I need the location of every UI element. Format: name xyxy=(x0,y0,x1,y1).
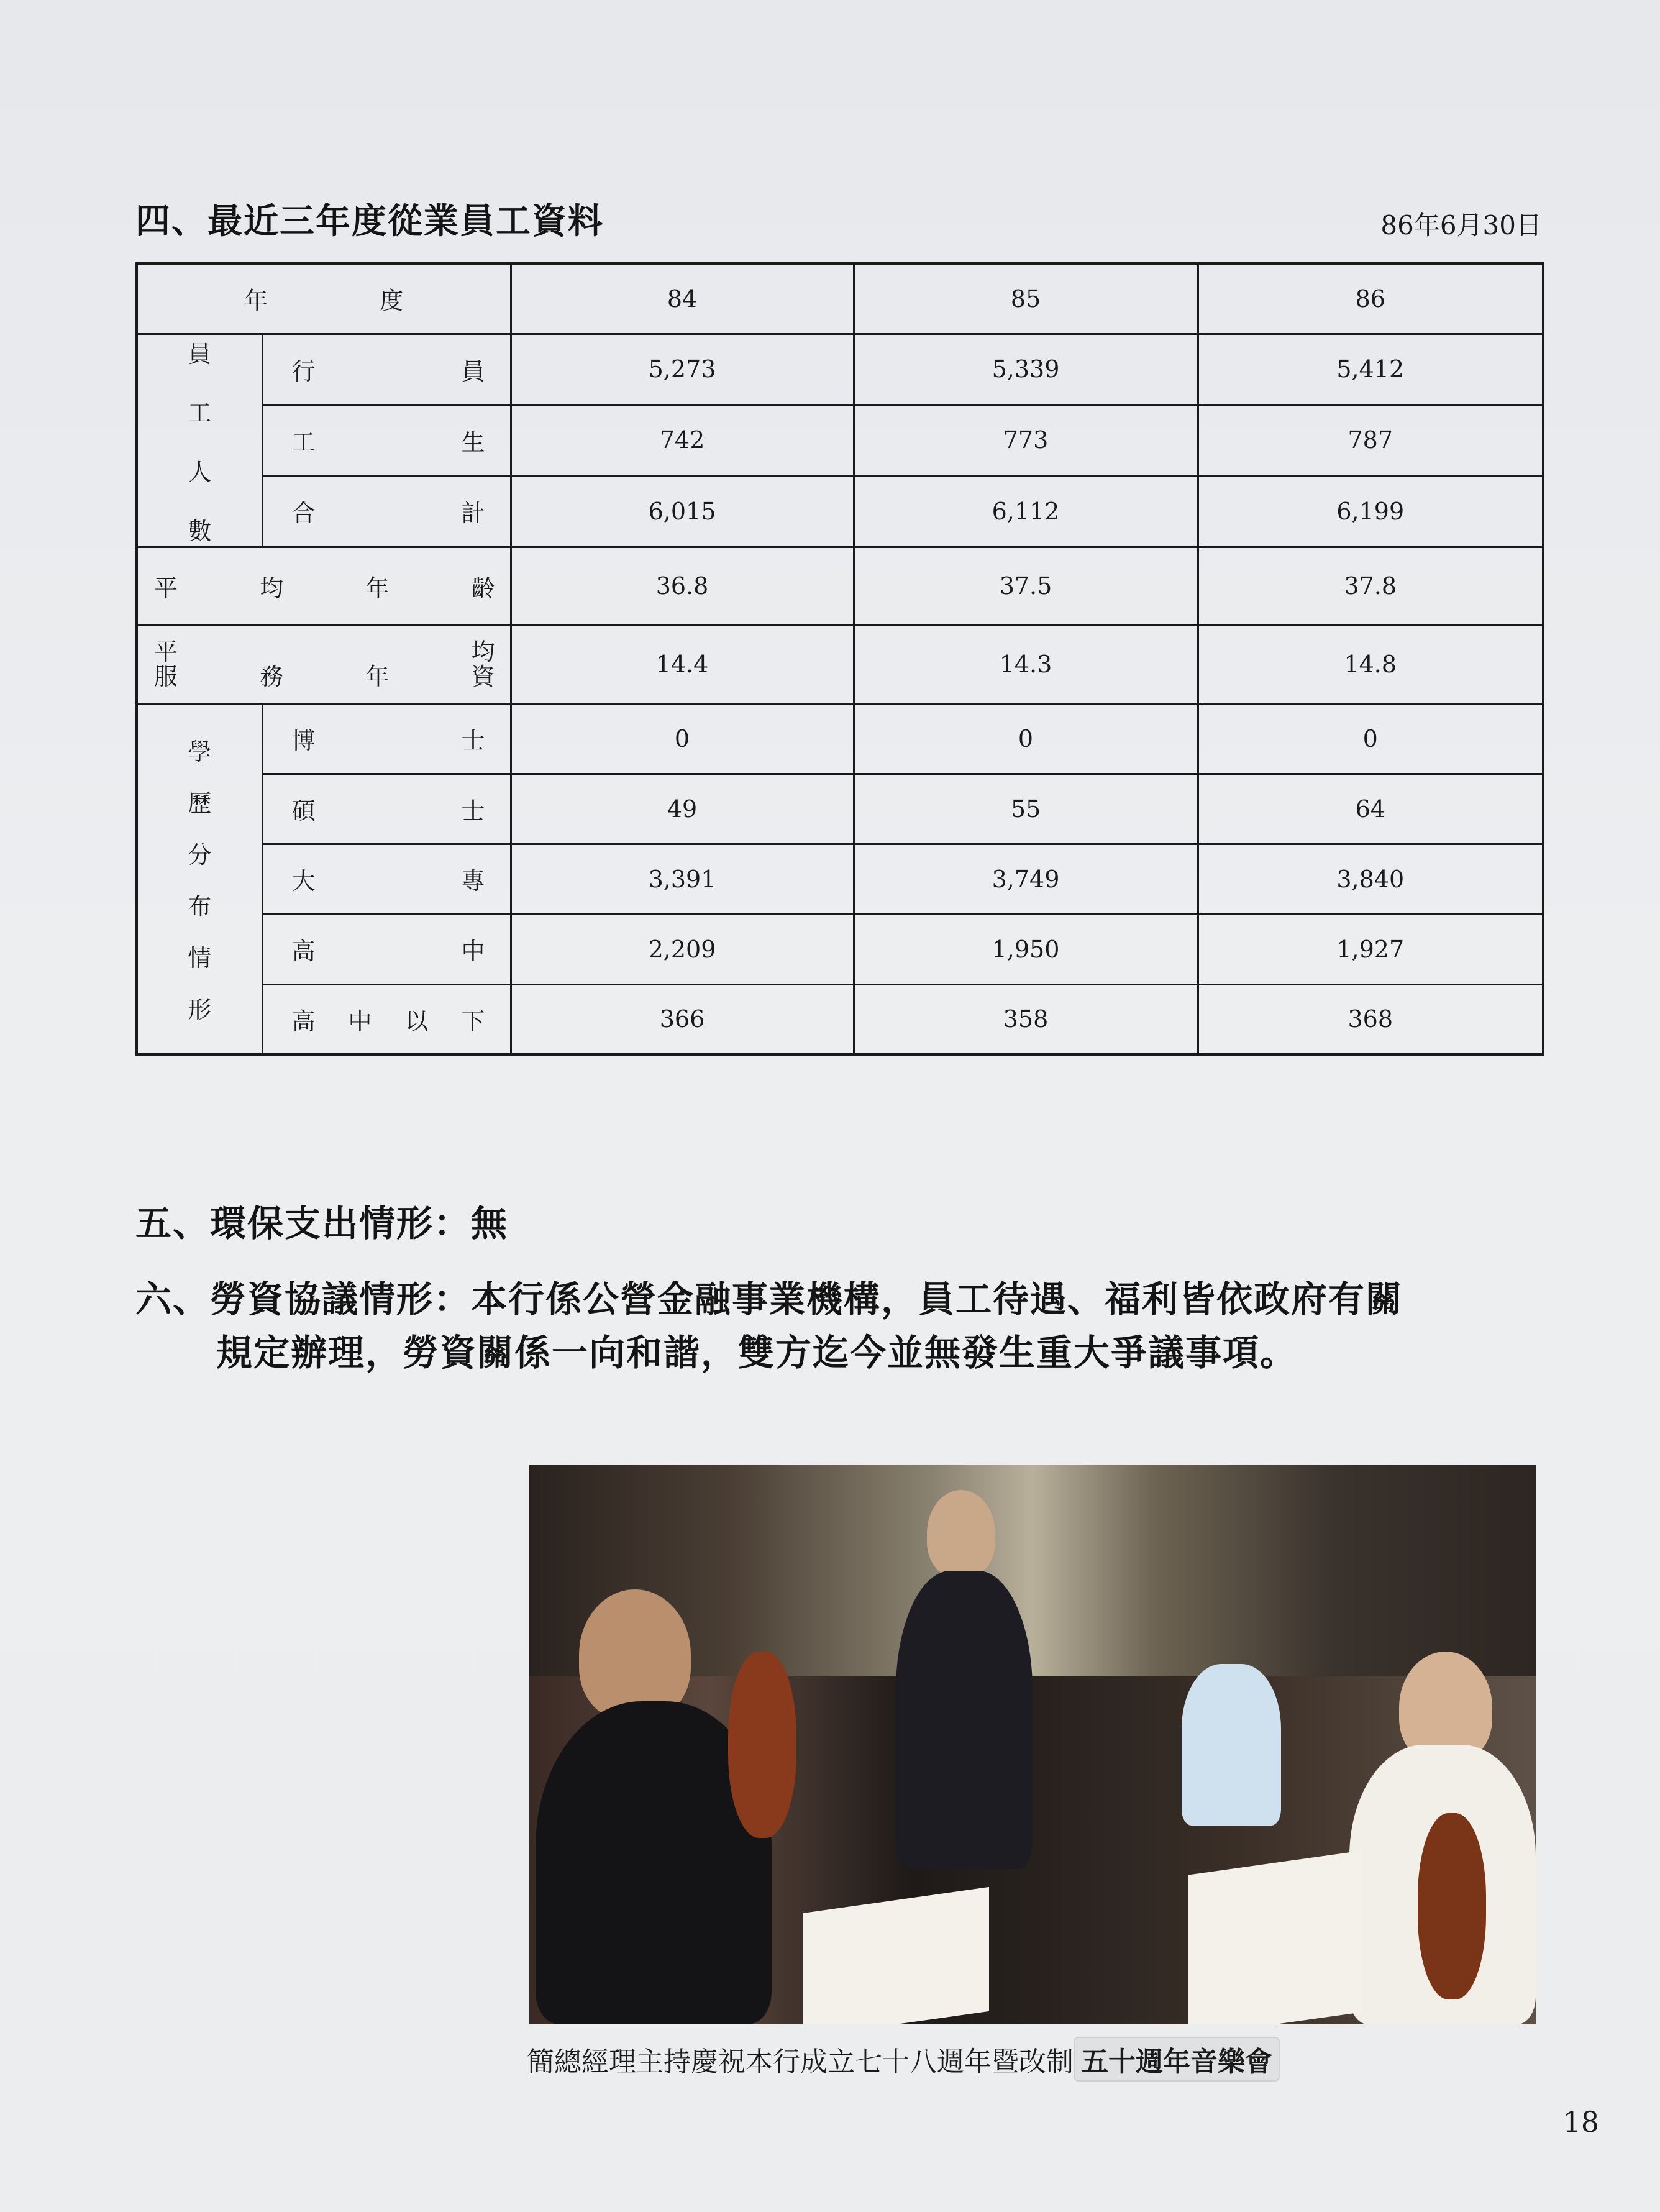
cell: 55 xyxy=(854,774,1198,844)
year-84: 84 xyxy=(511,263,854,334)
cell: 0 xyxy=(511,703,854,774)
row-label-clerks: 行 員 xyxy=(262,334,511,404)
row-label-high-school: 高 中 xyxy=(262,914,511,984)
year-header: 年 度 xyxy=(137,263,511,334)
cell: 366 xyxy=(511,984,854,1054)
section5-text: 五、環保支出情形：無 xyxy=(135,1202,509,1245)
cell: 358 xyxy=(854,984,1198,1054)
section6-line2: 規定辦理，勞資關係一向和諧，雙方迄今並無發生重大爭議事項。 xyxy=(216,1332,1298,1374)
year-85: 85 xyxy=(854,263,1198,334)
photo-figure xyxy=(1182,1664,1281,1826)
section4-title: 四、最近三年度從業員工資料 xyxy=(135,201,604,242)
table-row xyxy=(137,334,1543,404)
employee-table xyxy=(135,262,1544,1056)
photo-figure xyxy=(1418,1813,1486,1999)
photo-caption xyxy=(527,2037,1280,2082)
row-label-workers: 工 生 xyxy=(262,404,511,475)
cell: 6,015 xyxy=(511,476,854,547)
cell: 773 xyxy=(854,404,1198,475)
photo-figure xyxy=(927,1490,995,1577)
table-row xyxy=(137,774,1543,844)
cell: 14.3 xyxy=(854,625,1198,703)
cell: 6,112 xyxy=(854,476,1198,547)
photo-figure xyxy=(896,1571,1033,1869)
page-number: 18 xyxy=(1562,2105,1599,2139)
table-row xyxy=(137,476,1543,547)
cell: 5,412 xyxy=(1198,334,1543,404)
cell: 5,273 xyxy=(511,334,854,404)
photo-figure xyxy=(579,1589,691,1720)
music-stand xyxy=(803,1887,989,2024)
row-label-avg-age: 平 均 年 齡 xyxy=(137,547,511,625)
caption-text: 簡總經理主持慶祝本行成立七十八週年暨改制 xyxy=(527,2046,1074,2078)
row-label-phd: 博 士 xyxy=(262,703,511,774)
cell: 37.5 xyxy=(854,547,1198,625)
cell: 0 xyxy=(1198,703,1543,774)
concert-photo xyxy=(529,1465,1536,2024)
table-header-row xyxy=(137,263,1543,334)
cell: 3,840 xyxy=(1198,844,1543,914)
cell: 49 xyxy=(511,774,854,844)
table-row xyxy=(137,404,1543,475)
cell: 787 xyxy=(1198,404,1543,475)
table-row-avg-service xyxy=(137,625,1543,703)
cell: 0 xyxy=(854,703,1198,774)
cell: 3,749 xyxy=(854,844,1198,914)
cell: 5,339 xyxy=(854,334,1198,404)
cell: 14.4 xyxy=(511,625,854,703)
photo-figure xyxy=(728,1652,796,1838)
row-label-total: 合 計 xyxy=(262,476,511,547)
row-label-avg-service: 平 均 服 務 年 資 xyxy=(137,625,511,703)
education-group: 學 歷 分 布 情 形 xyxy=(137,703,262,1054)
cell: 64 xyxy=(1198,774,1543,844)
table-row xyxy=(137,984,1543,1054)
music-stand xyxy=(1188,1850,1362,2024)
row-label-below-high-school: 高 中 以 下 xyxy=(262,984,511,1054)
section6-line1: 六、勞資協議情形：本行係公營金融事業機構，員工待遇、福利皆依政府有關 xyxy=(135,1278,1403,1320)
cell: 6,199 xyxy=(1198,476,1543,547)
cell: 37.8 xyxy=(1198,547,1543,625)
year-86: 86 xyxy=(1198,263,1543,334)
table-row xyxy=(137,703,1543,774)
cell: 368 xyxy=(1198,984,1543,1054)
cell: 1,927 xyxy=(1198,914,1543,984)
caption-highlight: 五十週年音樂會 xyxy=(1074,2037,1280,2082)
cell: 14.8 xyxy=(1198,625,1543,703)
staff-count-group: 員 工 人 數 xyxy=(137,334,262,547)
section6-text xyxy=(135,1273,1546,1379)
cell: 3,391 xyxy=(511,844,854,914)
report-date: 86年6月30日 xyxy=(1380,210,1542,240)
table-row-avg-age xyxy=(137,547,1543,625)
cell: 742 xyxy=(511,404,854,475)
row-label-masters: 碩 士 xyxy=(262,774,511,844)
cell: 1,950 xyxy=(854,914,1198,984)
row-label-college: 大 專 xyxy=(262,844,511,914)
cell: 36.8 xyxy=(511,547,854,625)
table-row xyxy=(137,844,1543,914)
cell: 2,209 xyxy=(511,914,854,984)
table-row xyxy=(137,914,1543,984)
